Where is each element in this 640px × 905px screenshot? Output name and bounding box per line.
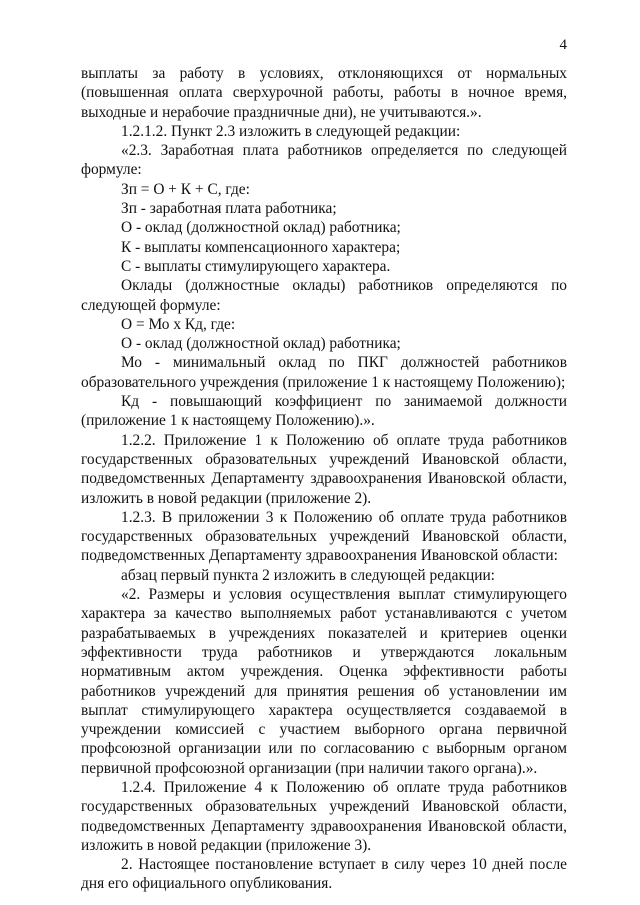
paragraph: 1.2.3. В приложении 3 к Положению об оплате труда работников государственных образовательных учреждений Ивановской области, подведомственных Департаменту здравоохранения Ивановской области: bbox=[81, 508, 567, 565]
formula-definition: С - выплаты стимулирующего характера. bbox=[121, 257, 391, 275]
formula-definition: О - оклад (должностной оклад) работника; bbox=[121, 219, 401, 237]
formula-definition: Кд - повышающий коэффициент по занимаемой должности (приложение 1 к настоящему Положению).». bbox=[81, 393, 567, 430]
paragraph: 1.2.2. Приложение 1 к Положению об оплате труда работников государственных образовательных учреждений Ивановской области, подведомственных Департаменту здравоохранения Ивановской области, изложить в новой редакции (приложение 2). bbox=[81, 431, 567, 507]
paragraph: «2. Размеры и условия осуществления выплат стимулирующего характера за качество выполняемых работ устанавливаются с учетом разрабатываемых в учреждениях показателей и критериев оценки эффективности труда работников и утверждаются локальным нормативным актом учреждения. Оценка эффективности работы работников учреждений для принятия решения об установлении им выплат стимулирующего характера осуществляется создаваемой в учреждении комиссией с участием выборного органа первичной профсоюзной организации или по согласованию с выборным органом первичной профсоюзной организации (при наличии такого органа).». bbox=[81, 586, 567, 777]
paragraph: 1.2.1.2. Пункт 2.3 изложить в следующей редакции: bbox=[121, 122, 461, 140]
formula-line: О = Мо х Кд, где: bbox=[121, 315, 236, 333]
paragraph: «2.3. Заработная плата работников определяется по следующей формуле: bbox=[81, 142, 567, 179]
page-number: 4 bbox=[559, 37, 567, 53]
formula-definition: К - выплаты компенсационного характера; bbox=[121, 238, 401, 256]
paragraph: выплаты за работу в условиях, отклоняющихся от нормальных (повышенная оплата сверхурочной работы, работы в ночное время, выходные и нерабочие праздничные дни), не учитываются.». bbox=[81, 65, 567, 121]
paragraph: абзац первый пункта 2 изложить в следующей редакции: bbox=[121, 566, 495, 584]
paragraph: 2. Настоящее постановление вступает в силу через 10 дней после дня его официального опубликования. bbox=[81, 856, 567, 893]
formula-definition: Мо - минимальный оклад по ПКГ должностей работников образовательного учреждения (приложение 1 к настоящему Положению); bbox=[81, 354, 567, 391]
paragraph: 1.2.4. Приложение 4 к Положению об оплате труда работников государственных образовательных учреждений Ивановской области, подведомственных Департаменту здравоохранения Ивановской области, изложить в новой редакции (приложение 3). bbox=[81, 778, 567, 854]
paragraph: Оклады (должностные оклады) работников определяются по следующей формуле: bbox=[81, 277, 567, 314]
formula-definition: Зп - заработная плата работника; bbox=[121, 200, 337, 218]
document-body bbox=[81, 64, 567, 894]
formula-definition: О - оклад (должностной оклад) работника; bbox=[121, 335, 401, 353]
formula-line: Зп = О + К + С, где: bbox=[121, 180, 250, 198]
